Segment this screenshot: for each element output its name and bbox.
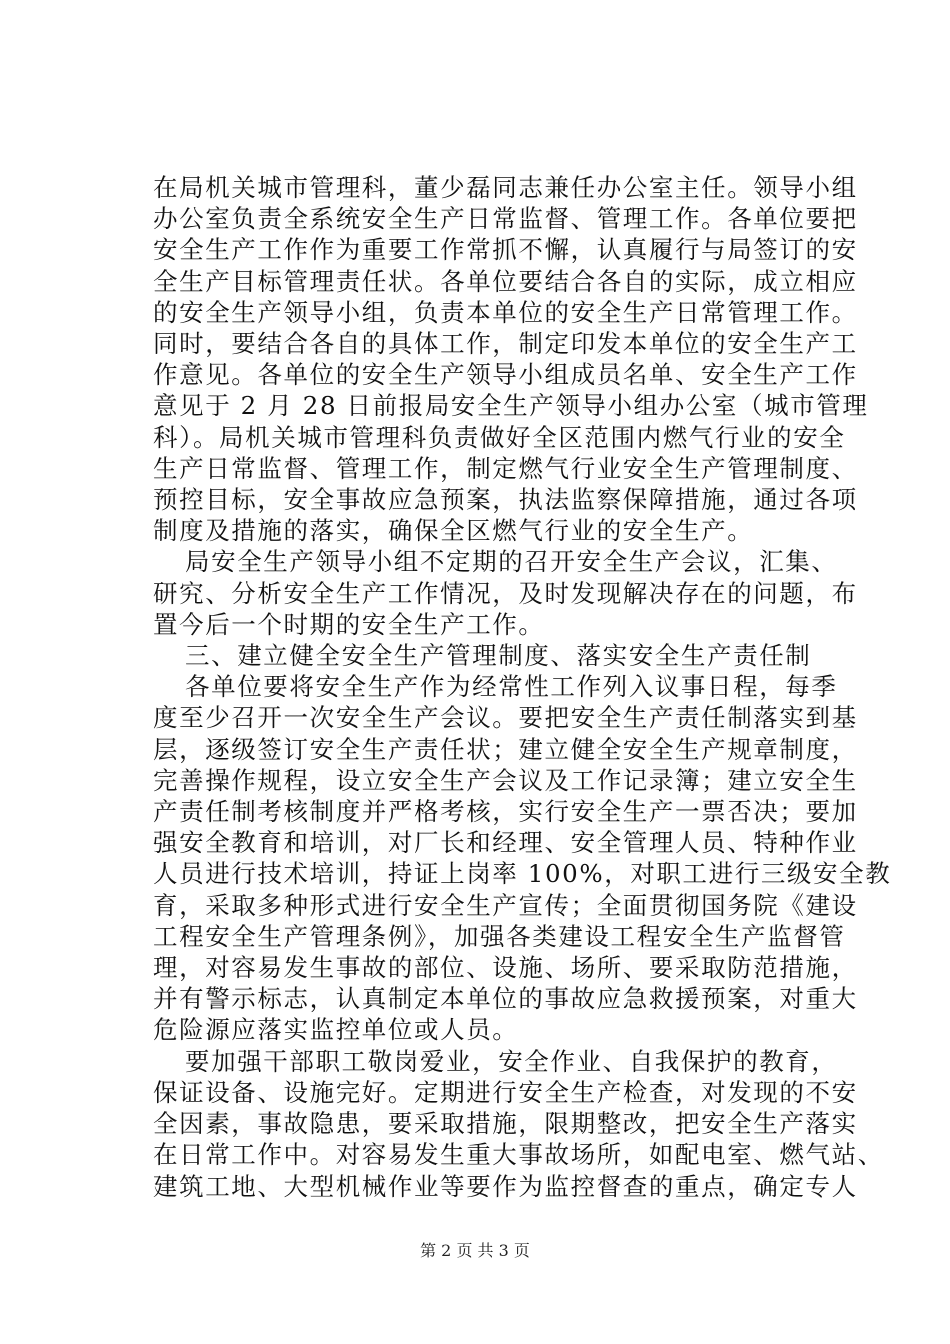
text-line: 制度及措施的落实，确保全区燃气行业的安全生产。 — [153, 516, 754, 546]
text-line: 度至少召开一次安全生产会议。要把安全生产责任制落实到基 — [153, 703, 858, 733]
paragraph — [153, 1046, 884, 1202]
text-line: 同时，要结合各自的具体工作，制定印发本单位的安全生产工 — [153, 329, 858, 359]
text-line: 研究、分析安全生产工作情况，及时发现解决存在的问题，布 — [153, 578, 858, 608]
text-line: 全生产目标管理责任状。各单位要结合各自的实际，成立相应 — [153, 266, 858, 296]
text-line: 局安全生产领导小组不定期的召开安全生产会议，汇集、 — [185, 547, 838, 577]
text-line: 完善操作规程，设立安全生产会议及工作记录簿；建立安全生 — [153, 765, 858, 795]
text-line: 建筑工地、大型机械作业等要作为监控督查的重点，确定专人 — [153, 1171, 858, 1201]
paragraph — [153, 640, 833, 671]
text-line: 意见于 2 月 28 日前报局安全生产领导小组办公室（城市管理 — [153, 391, 869, 421]
text-line: 层，逐级签订安全生产责任状；建立健全安全生产规章制度， — [153, 734, 858, 764]
text-line: 办公室负责全系统安全生产日常监督、管理工作。各单位要把 — [153, 204, 858, 234]
page-footer: 第 2 页 共 3 页 — [420, 1241, 530, 1260]
text-line: 的安全生产领导小组，负责本单位的安全生产日常管理工作。 — [153, 297, 858, 327]
text-line: 科）。局机关城市管理科负责做好全区范围内燃气行业的安全 — [153, 422, 846, 452]
text-line: 育，采取多种形式进行安全生产宣传；全面贯彻国务院《建设 — [153, 890, 858, 920]
text-line: 保证设备、设施完好。定期进行安全生产检查，对发现的不安 — [153, 1077, 858, 1107]
text-line: 人员进行技术培训，持证上岗率 100%，对职工进行三级安全教 — [153, 859, 892, 889]
text-line: 安全生产工作作为重要工作常抓不懈，认真履行与局签订的安 — [153, 235, 858, 265]
text-line: 危险源应落实监控单位或人员。 — [153, 1015, 519, 1045]
text-line: 并有警示标志，认真制定本单位的事故应急救援预案，对重大 — [153, 984, 858, 1014]
paragraph — [153, 671, 892, 1045]
text-line: 作意见。各单位的安全生产领导小组成员名单、安全生产工作 — [153, 360, 858, 390]
text-line: 强安全教育和培训，对厂长和经理、安全管理人员、特种作业 — [153, 828, 858, 858]
paragraph — [153, 546, 858, 640]
text-line: 产责任制考核制度并严格考核，实行安全生产一票否决；要加 — [153, 797, 858, 827]
document-body — [153, 172, 892, 1202]
text-line: 在日常工作中。对容易发生重大事故场所，如配电室、燃气站、 — [153, 1140, 884, 1170]
text-line: 生产日常监督、管理工作，制定燃气行业安全生产管理制度、 — [153, 453, 858, 483]
paragraph — [153, 172, 869, 546]
text-line: 在局机关城市管理科，董少磊同志兼任办公室主任。领导小组 — [153, 173, 858, 202]
text-line: 全因素，事故隐患，要采取措施，限期整改，把安全生产落实 — [153, 1109, 858, 1139]
text-line: 三、建立健全安全生产管理制度、落实安全生产责任制 — [185, 641, 812, 671]
text-line: 工程安全生产管理条例》，加强各类建设工程安全生产监督管 — [153, 921, 846, 951]
text-line: 理，对容易发生事故的部位、设施、场所、要采取防范措施， — [153, 953, 858, 983]
text-line: 要加强干部职工敬岗爱业，安全作业、自我保护的教育， — [185, 1046, 838, 1076]
text-line: 各单位要将安全生产作为经常性工作列入议事日程，每季 — [185, 672, 838, 702]
text-line: 预控目标，安全事故应急预案，执法监察保障措施，通过各项 — [153, 485, 858, 515]
text-line: 置今后一个时期的安全生产工作。 — [153, 609, 545, 639]
